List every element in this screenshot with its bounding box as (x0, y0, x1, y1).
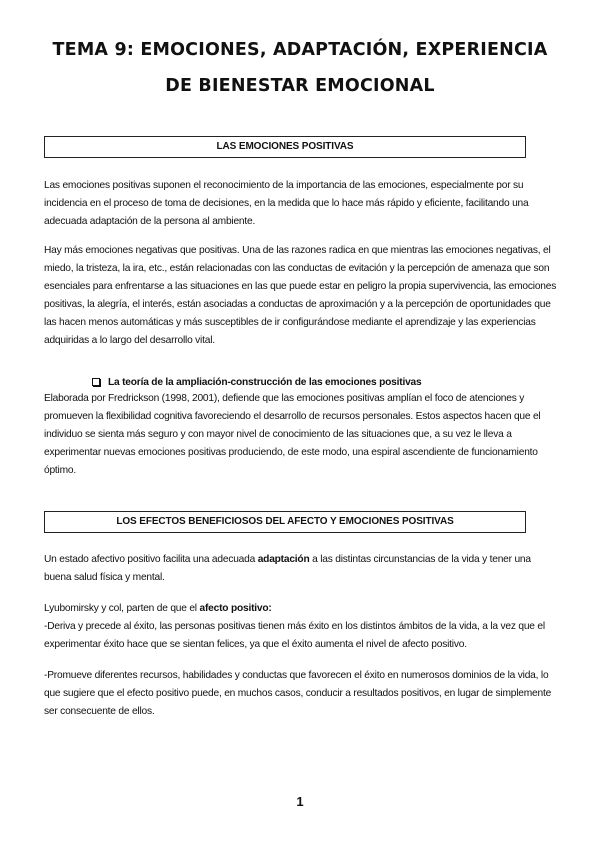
paragraph-adaptation (44, 551, 560, 587)
subheading-theory-label: La teoría de la ampliación-construcción de las emociones positivas (108, 377, 422, 388)
page-title-line-1: TEMA 9: EMOCIONES, ADAPTACIÓN, EXPERIENCIA (52, 40, 548, 60)
paragraph-negative-vs-positive: Hay más emociones negativas que positivas. Una de las razones radica en que mientras las emociones negativas, el miedo, la tristeza, la ira, etc., están relacionadas con las conductas de evitación y la percepción de amenaza que son esenciales para enfrentarse a las situaciones en las que puede estar en peligro la propia supervivencia, las emociones positivas, la alegría, el interés, están asociadas a conductas de aproximación y a la percepción de oportunidades que las hacen menos automáticas y más susceptibles de ir configurándose mediante el aprendizaje y las experiencias adquiridas a lo largo del desarrollo vital. (44, 245, 557, 346)
paragraph-intro: Las emociones positivas suponen el reconocimiento de la importancia de las emociones, especialmente por su incidencia en el proceso de toma de decisiones, en la medida que lo hace más rápido y eficiente, facilitando una adecuada adaptación de la persona al ambiente. (44, 180, 529, 227)
paragraph-lyubomirsky (44, 600, 560, 654)
afecto-positivo-keyword: afecto positivo: (199, 603, 272, 614)
page-number: 1 (296, 794, 304, 809)
lyubomirsky-point-1: -Deriva y precede al éxito, las personas positivas tienen más éxito en los distintos ámbitos de la vida, a la vez que el experimentar éxito hace que se sientan felices, ya que el éxito aumenta el nivel de afecto positivo. (44, 621, 545, 650)
paragraph-promueve: -Promueve diferentes recursos, habilidades y conductas que favorecen el éxito en numerosos dominios de la vida, lo que sugiere que el efecto positivo puede, en muchos casos, conducir a resultados positivos, en lugar de simplemente ser consecuente de ellos. (44, 670, 552, 717)
paragraph-theory: Elaborada por Fredrickson (1998, 2001), defiende que las emociones positivas amplían el foco de atenciones y promueven la flexibilidad cognitiva favoreciendo el desarrollo de recursos personales. Estos aspectos hacen que el individuo se sienta más seguro y con mayor nivel de conocimiento de las situaciones que, a su vez le lleva a experimentar nuevas emociones positivas produciendo, de este modo, una espiral ascendiente de funcionamiento óptimo. (44, 393, 541, 476)
adaptation-text-after: a las distintas circunstancias de la vida y tener una buena salud física y mental. (44, 554, 531, 583)
subheading-theory (92, 377, 421, 388)
adaptation-keyword: adaptación (257, 554, 310, 565)
adaptation-text-before: Un estado afectivo positivo facilita una adecuada (44, 554, 258, 565)
lyubomirsky-intro: Lyubomirsky y col, parten de que el (44, 603, 200, 614)
section-heading-efectos-beneficiosos: LOS EFECTOS BENEFICIOSOS DEL AFECTO Y EMOCIONES POSITIVAS (44, 511, 526, 533)
section-heading-emociones-positivas: LAS EMOCIONES POSITIVAS (44, 136, 526, 158)
checkbox-bullet-icon (92, 378, 100, 386)
page-title-line-2: DE BIENESTAR EMOCIONAL (165, 76, 435, 96)
